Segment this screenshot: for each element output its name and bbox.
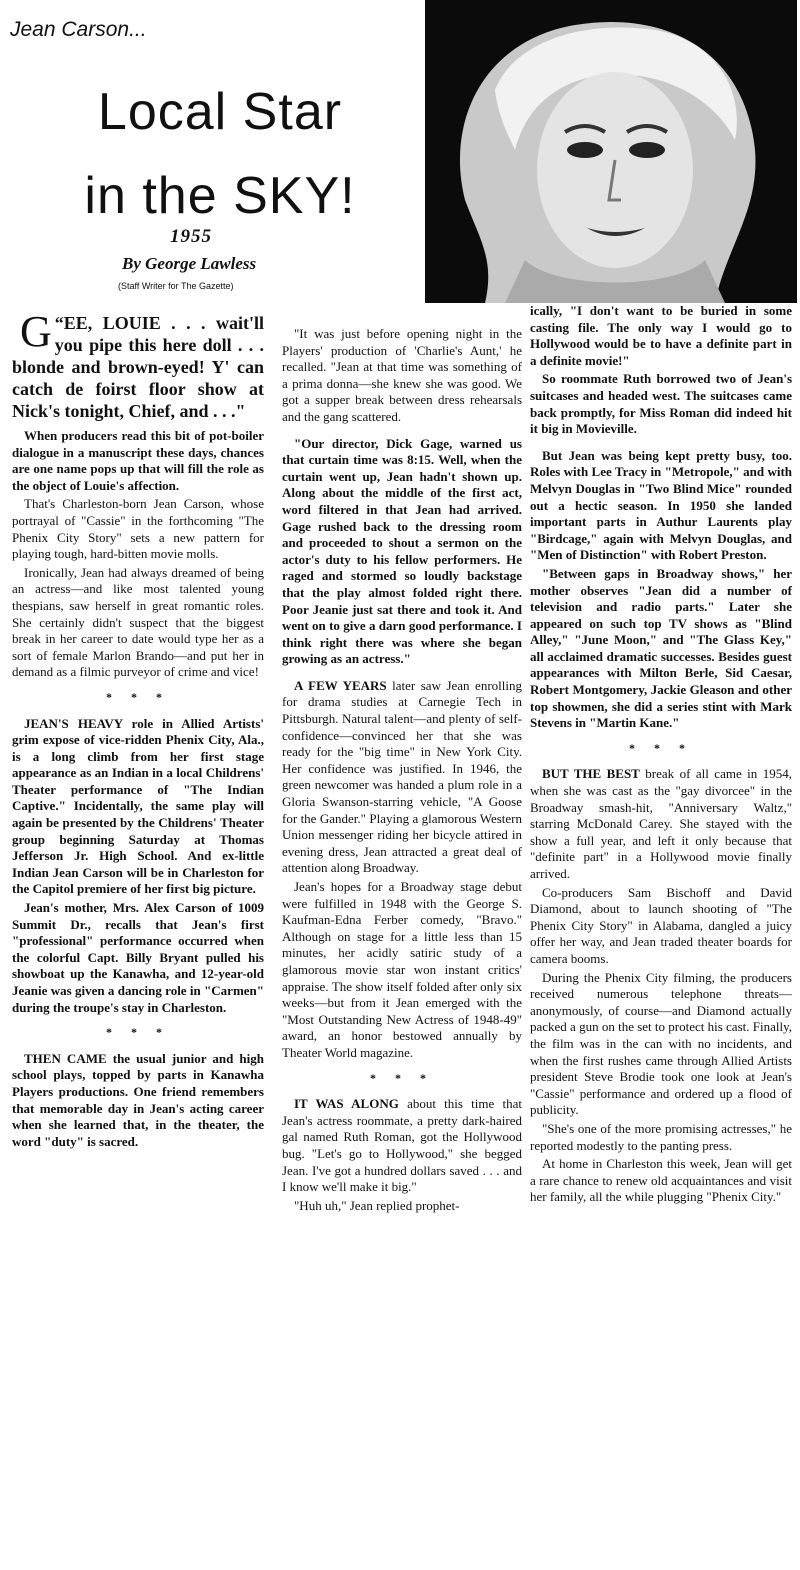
paragraph-text: later saw Jean enrolling for drama studies at Carnegie Tech in Pittsburgh. Natural talent—and plenty of self-confidence—convinced her that she was ready for the "big time" in New York City. Her confidence was justified. In 1946, the green newcomer was handed a plum role in a Gloria Swanson-starring vehicle, "A Goose for the Gander." Playing a glamorous Western Union messenger riding her bicycle attired in evening dress, Jean attracted a great deal of attention along Broadway. — [282, 677, 522, 876]
column-1 — [12, 307, 265, 1152]
paragraph: Jean's hopes for a Broadway stage debut were fulfilled in 1948 with the George S. Kaufman-Edna Ferber comedy, "Bravo." Although on stage for a little less than 15 minutes, her acidly satiric study of a glamorous movie star won instant critics' appraise. The show itself folded after only six weeks—but from it Jean emerged with the "Most Outstanding New Actress of 1948-49" award, an honor bestowed annually by Theater World magazine. — [282, 879, 522, 1060]
paragraph-text: the usual junior and high school plays, topped by parts in Kanawha Players productions. One friend remembers that memorable day in Jean's acting career when she learned that, in the theater, the word "duty" is sacred. — [12, 1050, 265, 1149]
paragraph: At home in Charleston this week, Jean will get a rare chance to renew old acquaintances and visit her family, all the while plugging "Phenix City." — [530, 1156, 792, 1205]
portrait-photo — [425, 0, 797, 303]
paragraph: Co-producers Sam Bischoff and David Diamond, about to launch shooting of "The Phenix City Story" in Alabama, dangled a juicy offer her way, and Jean traded theater boards for camera booms. — [530, 884, 792, 966]
paragraph: "She's one of the more promising actresses," he reported modestly to the panting press. — [530, 1120, 792, 1153]
lede-quote: “ — [54, 313, 64, 333]
lede-text: EE, LOUIE . . . wait'll you pipe this here doll . . . blonde and brown-eyed! Y' can catch de foirst floor show at Nick's tonight, Chief, and . . ." — [12, 313, 264, 421]
headline — [20, 70, 420, 238]
paragraph: During the Phenix City filming, the producers received numerous telephone threats—anonymously, of course—and Diamond actually packed a gun on the set to protect his cast. Finally, the film was in the can with no incidents, and when the first rushes came through Allied Artists president Steve Brodie took one look at Jean's "Cassie" performance and ordered up a flood of publicity. — [530, 969, 792, 1118]
paragraph: That's Charleston-born Jean Carson, whose portrayal of "Cassie" in the forthcoming "The Phenix City Story" sets a new pattern for playing tough, hard-bitten movie molls. — [12, 496, 264, 562]
portrait-photo-icon — [425, 0, 797, 303]
paragraph — [530, 766, 792, 882]
paragraph: But Jean was being kept pretty busy, too. Roles with Lee Tracy in "Metropole," and with Melvyn Douglas in "Two Blind Mice" rounded out a hectic season. In 1950 she landed important parts in Authur Laurents play "Birdcage," again with Melvyn Douglas, and "Men of Distinction" with Robert Preston. — [530, 447, 792, 563]
paragraph-text: about this time that Jean's actress roommate, a pretty dark-haired gal named Ruth Roman, got the Hollywood bug. "Let's go to Hollywood," she begged Jean. I've got a hundred dollars saved . . . and I know we'll make it big." — [282, 1096, 522, 1195]
column-2 — [282, 326, 522, 1216]
headline-line-2: in the SKY! — [84, 167, 356, 225]
paragraph — [282, 1096, 522, 1196]
paragraph — [12, 716, 264, 899]
paragraph: ically, "I don't want to be buried in some casting file. The only way I would go to Hollywood would be to have a definite part in a definite movie!" — [530, 303, 792, 368]
section-divider: * * * — [106, 689, 170, 704]
paragraph: So roommate Ruth borrowed two of Jean's suitcases and headed west. The suitcases came back promptly, for Miss Roman did indeed hit it big in Movieville. — [530, 371, 792, 437]
section-divider: * * * — [106, 1025, 170, 1040]
section-divider: * * * — [629, 740, 693, 755]
paragraph-text: role in Allied Artists' grim expose of vice-ridden Phenix City, Ala., is a long climb from her first stage appearance as an Indian in a local Childrens' Theater performance of "The Indian Captive." Incidentally, the same play will again be presented by the Childrens' Theater group beginning Saturday at Thomas Jefferson Jr. High School. And ex-little Indian Jean Carson will be in Charleston for the Capitol premiere of her first big picture. — [12, 715, 264, 897]
column-3 — [530, 303, 792, 1208]
staff-note: (Staff Writer for The Gazette) — [118, 281, 234, 291]
lead-in: THEN CAME — [24, 1050, 107, 1066]
paragraph: Ironically, Jean had always dreamed of being an actress—and like most talented young thespians, saw herself in great romantic roles. She certainly didn't suspect that the biggest break in her career to date would type her as a sort of female Marlon Brando—and put her in demand as a filmic purveyor of crime and vice! — [12, 564, 264, 680]
lede-paragraph — [12, 307, 264, 422]
paragraph — [282, 678, 522, 877]
byline: By George Lawless — [122, 254, 257, 273]
year: 1955 — [170, 226, 212, 247]
lead-in: JEAN'S HEAVY — [24, 715, 123, 731]
lead-in: BUT THE BEST — [542, 766, 640, 782]
lead-in: A FEW YEARS — [294, 677, 387, 693]
section-divider: * * * — [370, 1070, 434, 1085]
kicker: Jean Carson... — [10, 18, 147, 41]
lead-in: IT WAS ALONG — [294, 1096, 399, 1112]
paragraph-text: break of all came in 1954, when she was cast as the "gay divorcee" in the Broadway smash-hit, "Anniversary Waltz," starring McDonald Carey. She stayed with the show a full year, and left it only because that "definite part" in a Hollywood movie finally arrived. — [530, 766, 792, 881]
paragraph: When producers read this bit of pot-boiler dialogue in a manuscript these days, chances are one name pops up that will fill the role as the object of Louie's affection. — [12, 428, 264, 493]
headline-line-1: Local Star — [97, 83, 343, 141]
paragraph: "Our director, Dick Gage, warned us that curtain time was 8:15. Well, when the curtain went up, Jean hadn't shown up. Along about the middle of the first act, word filtered in that Jean had arrived. Gage rushed back to the dressing room and proceeded to shout a sermon on the actor's duty to his fellow performers. He raged and stormed so loudly backstage that the play almost folded right there. Poor Jeanie just sat there and took it. And went on to give a darn good performance. I think right there was where she began growing as an actress." — [282, 435, 522, 667]
paragraph: "Between gaps in Broadway shows," her mother observes "Jean did a number of television and radio parts." Later she appeared on such top TV shows as "Blind Alley," "June Moon," and "The Glass Key," all acclaimed dramatic successes. Besides guest appearances with Milton Berle, Sid Caesar, Robert Montgomery, Jackie Gleason and other top showmen, she did a series stint with Mark Stevens in "Martin Kane." — [530, 565, 792, 731]
paragraph: "It was just before opening night in the Players' production of 'Charlie's Aunt,' he recalled. "Jean at that time was something of a prima donna—she knew she was good. We got a supper break between dress rehearsals and the gang scattered. — [282, 326, 522, 424]
paragraph: Jean's mother, Mrs. Alex Carson of 1009 Summit Dr., recalls that Jean's first "professional" performance occurred when the colorful Capt. Billy Bryant pulled his showboat up the Kanawha, and 12-year-old Jeanie was given a dancing role in "Carmen" during the troupe's stay in Charleston. — [12, 900, 264, 1015]
paragraph — [12, 1051, 264, 1151]
paragraph: "Huh uh," Jean replied prophet- — [294, 1197, 460, 1213]
drop-cap: G — [20, 307, 52, 356]
